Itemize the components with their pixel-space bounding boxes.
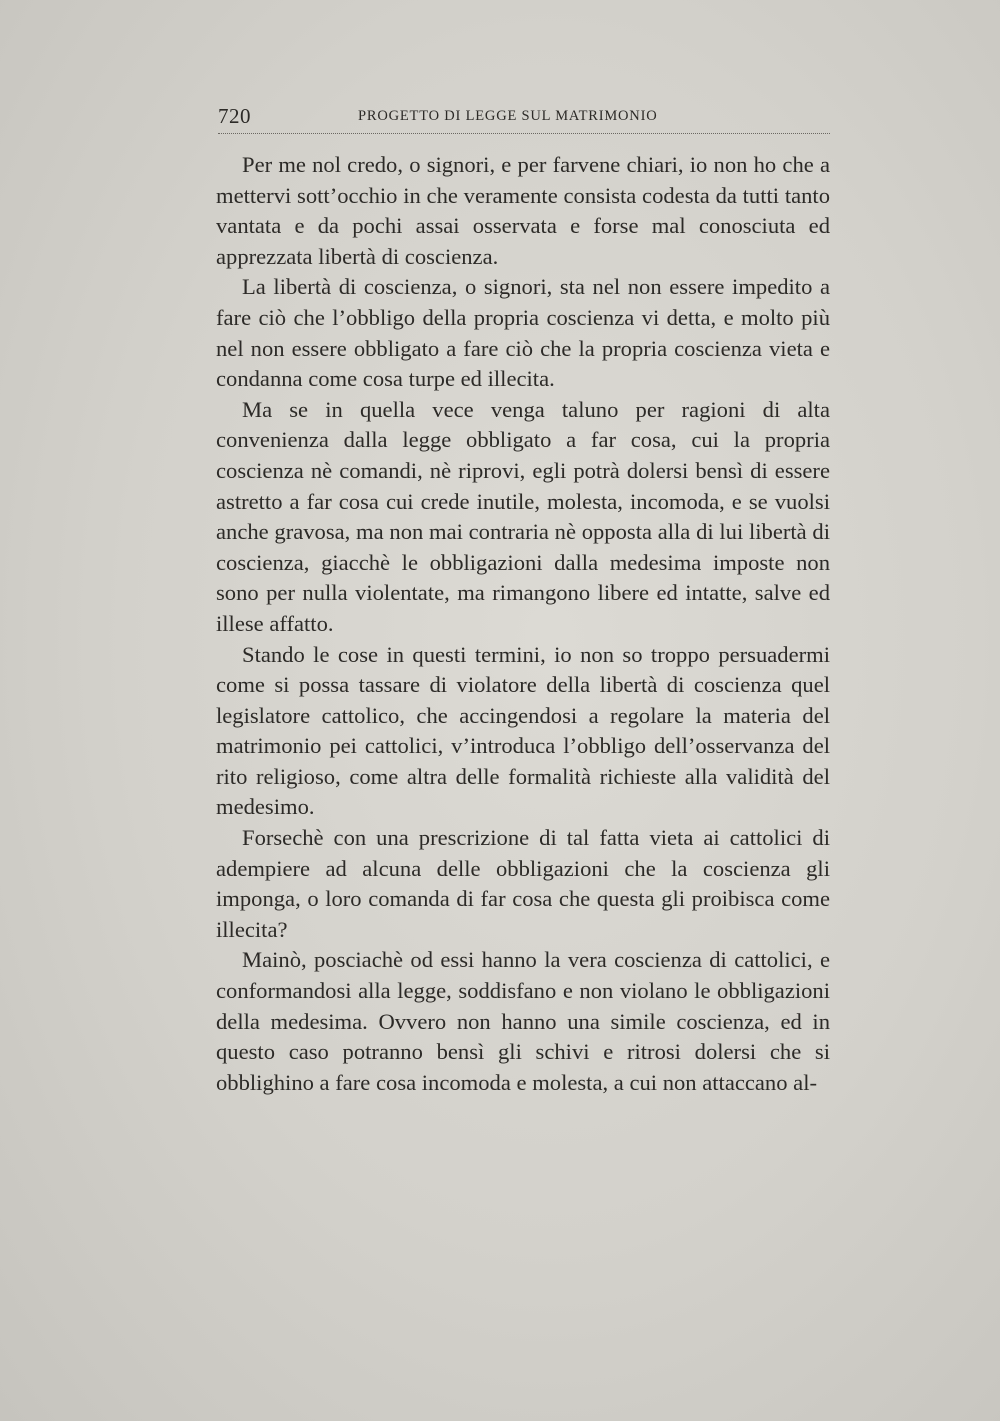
- paragraph-4: Stando le cose in questi termini, io non so troppo persuadermi come si possa tassare di violatore della libertà di coscienza quel legislatore cattolico, che accingendosi a regolare la materia del matrimonio pei cattolici, v’introduca l’obbligo dell’osservanza del rito religioso, come altra delle formalità richieste alla validità del medesimo.: [216, 641, 830, 820]
- paragraph-3: Ma se in quella vece venga taluno per ragioni di alta convenienza dalla legge obbligato a far cosa, cui la propria coscienza nè comandi, nè riprovi, egli potrà dolersi bensì di essere astretto a far cosa cui crede inutile, molesta, incomoda, e se vuolsi anche gravosa, ma non mai contraria nè opposta alla di lui libertà di coscienza, giacchè le obbligazioni dalla medesima imposte non sono per nulla violentate, ma rimangono libere ed intatte, salve ed illese affatto.: [216, 396, 830, 636]
- page-number: 720: [218, 104, 251, 128]
- paragraph-1: Per me nol credo, o signori, e per farvene chiari, io non ho che a mettervi sott’occhio in che veramente consista codesta da tutti tanto vantata e da pochi assai osservata e forse mal conosciuta ed apprezzata libertà di coscienza.: [216, 152, 830, 269]
- running-title: PROGETTO DI LEGGE SUL MATRIMONIO: [358, 108, 658, 124]
- header-rule: [218, 133, 830, 134]
- body-text: [216, 150, 830, 1098]
- paragraph-6: Mainò, posciachè od essi hanno la vera coscienza di cattolici, e conformandosi alla legge, soddisfano e non violano le obbligazioni della medesima. Ovvero non hanno una simile coscienza, ed in questo caso potranno bensì gli schivi e ritrosi dolersi che si obblighino a fare cosa incomoda e molesta, a cui non attaccano al-: [216, 947, 830, 1095]
- paragraph-5: Forsechè con una prescrizione di tal fatta vieta ai cattolici di adempiere ad alcuna delle obbligazioni che la coscienza gli imponga, o loro comanda di far cosa che questa gli proibisca come illecita?: [216, 825, 830, 942]
- paragraph-2: La libertà di coscienza, o signori, sta nel non essere impedito a fare ciò che l’obbligo della propria coscienza vi detta, e molto più nel non essere obbligato a fare ciò che la propria coscienza vieta e condanna come cosa turpe ed illecita.: [216, 274, 830, 392]
- page-header: [218, 104, 830, 132]
